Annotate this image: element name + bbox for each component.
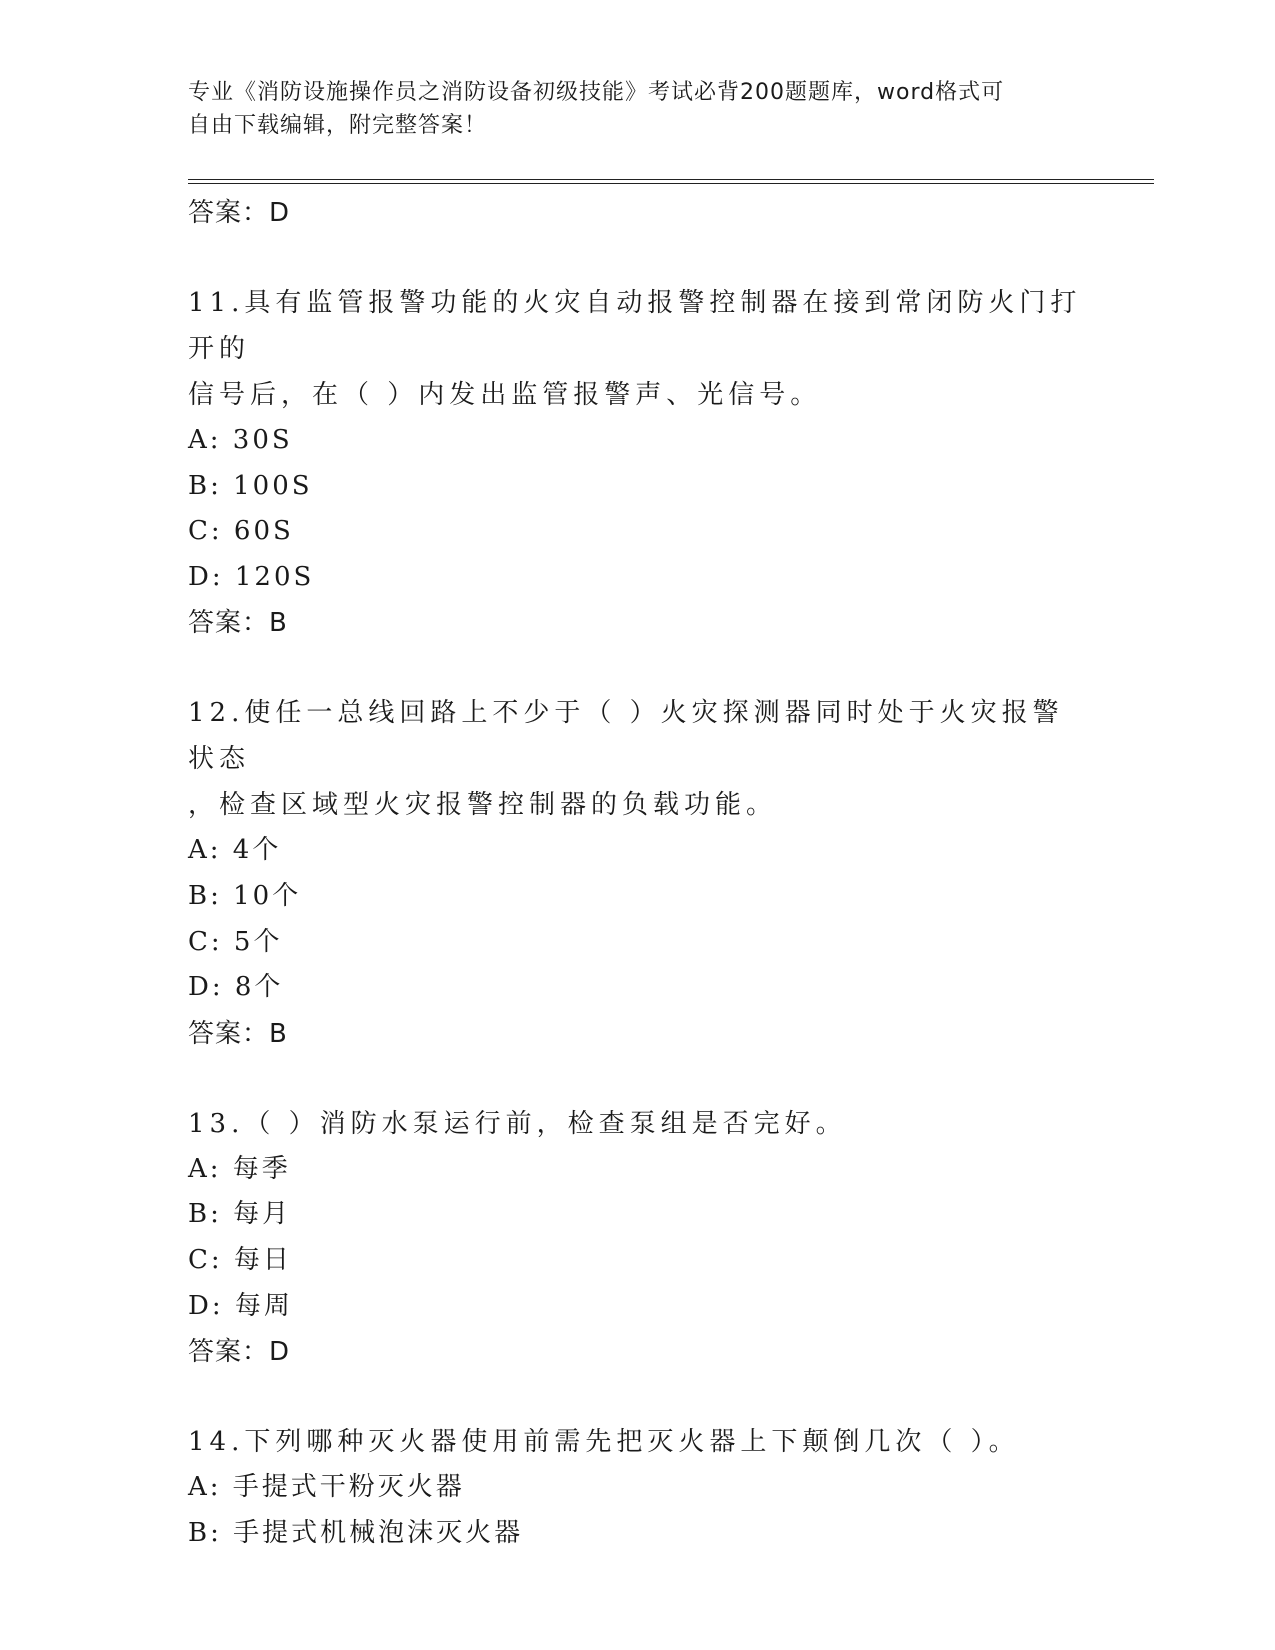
question-11	[188, 280, 1088, 646]
option-d: D: 8个	[188, 972, 284, 1003]
option-d: D: 每周	[188, 1290, 293, 1321]
option-a: A: 30S	[188, 425, 293, 455]
option-a: A: 4个	[188, 835, 282, 866]
question-12	[188, 690, 1088, 1056]
option-b: B: 每月	[188, 1199, 292, 1230]
spacer	[188, 1057, 1088, 1101]
answer: 答案：D	[188, 1337, 291, 1368]
answer: 答案：B	[188, 608, 288, 639]
option-c: C: 5个	[188, 926, 283, 957]
question-stem: 12.使任一总线回路上不少于（ ）火灾探测器同时处于火灾报警状态	[188, 698, 1064, 775]
header-line-2: 自由下载编辑，附完整答案！	[188, 113, 488, 138]
header-rule-top	[188, 179, 1154, 180]
question-stem: 14.下列哪种灭火器使用前需先把灭火器上下颠倒几次（ ）。	[188, 1427, 1020, 1458]
question-stem: 13.（ ）消防水泵运行前，检查泵组是否完好。	[188, 1108, 847, 1139]
question-13	[188, 1101, 1088, 1375]
option-b: B: 100S	[188, 470, 313, 501]
question-stem: ，检查区域型火灾报警控制器的负载功能。	[188, 790, 778, 821]
previous-answer: 答案：D	[188, 198, 291, 228]
spacer	[188, 236, 1088, 280]
option-a: A: 每季	[188, 1153, 291, 1184]
option-b: B: 10个	[188, 880, 302, 911]
question-stem: 信号后，在（ ）内发出监管报警声、光信号。	[188, 380, 822, 410]
header-line-1: 专业《消防设施操作员之消防设备初级技能》考试必背200题题库，word格式可	[188, 80, 1005, 105]
spacer	[188, 1375, 1088, 1419]
spacer	[188, 646, 1088, 690]
question-list	[188, 190, 1088, 1556]
answer: 答案：B	[188, 1018, 288, 1049]
option-c: C: 每日	[188, 1244, 292, 1275]
question-stem: 11.具有监管报警功能的火灾自动报警控制器在接到常闭防火门打开的	[188, 288, 1082, 364]
question-14	[188, 1419, 1088, 1556]
option-b: B: 手提式机械泡沫灭火器	[188, 1517, 524, 1548]
header-rule-bottom	[188, 183, 1154, 184]
option-c: C: 60S	[188, 516, 294, 547]
option-a: A: 手提式干粉灭火器	[188, 1472, 465, 1503]
document-header	[188, 76, 1088, 142]
option-d: D: 120S	[188, 561, 315, 592]
